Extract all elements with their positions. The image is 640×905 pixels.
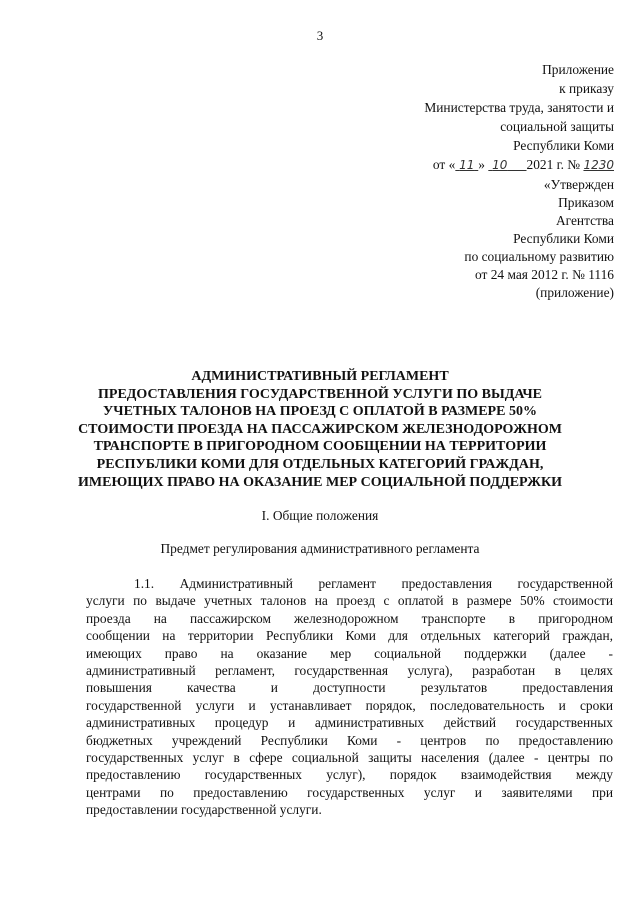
appendix-date-line — [314, 155, 614, 175]
approved-line: «Утвержден — [543, 177, 614, 192]
title-line: ИМЕЮЩИХ ПРАВО НА ОКАЗАНИЕ МЕР СОЦИАЛЬНОЙ ПОДДЕРЖКИ — [78, 474, 562, 490]
date-prefix: от « — [432, 157, 456, 172]
appendix-line: социальной защиты — [500, 119, 614, 134]
paragraph-line: проезда на пассажирском железнодорожном транспорте в пригородном — [86, 610, 613, 626]
title-line: УЧЕТНЫХ ТАЛОНОВ НА ПРОЕЗД С ОПЛАТОЙ В РАЗМЕРЕ 50% — [103, 404, 537, 420]
appendix-line: Министерства труда, занятости и — [424, 100, 614, 115]
appendix-line: к приказу — [559, 81, 614, 96]
date-month-handwritten: 10 — [492, 158, 508, 172]
paragraph-line: бюджетных учреждений Республики Коми - центров по предоставлению — [86, 732, 613, 748]
paragraph-line: 1.1. Административный регламент предоставления государственной — [134, 576, 613, 591]
approved-line: от 24 мая 2012 г. № 1116 — [474, 267, 614, 282]
approved-line: (приложение) — [535, 285, 614, 300]
paragraph-line: государственной услуги и устанавливает порядок, последовательность и сроки — [86, 697, 613, 713]
paragraph-line: имеющих право на оказание мер социальной поддержки (далее - — [86, 645, 613, 661]
subject-heading: Предмет регулирования административного регламента — [160, 541, 480, 556]
paragraph-line: государственных услуг в сфере социальной защиты населения (далее - центры по — [86, 749, 613, 765]
paragraph-line: предоставлении государственной услуги. — [86, 802, 322, 818]
paragraph-line: повышения качества и доступности результатов предоставления — [86, 680, 613, 696]
title-line: АДМИНИСТРАТИВНЫЙ РЕГЛАМЕНТ — [191, 369, 449, 384]
approved-line: Приказом — [558, 195, 614, 210]
date-mid: » — [478, 157, 489, 172]
paragraph-line: центрами по предоставлению государственных услуг и заявителями при — [86, 784, 613, 800]
title-line: ПРЕДОСТАВЛЕНИЯ ГОСУДАРСТВЕННОЙ УСЛУГИ ПО ВЫДАЧЕ — [98, 386, 542, 402]
approved-line: Агентства — [556, 213, 614, 228]
approved-line: Республики Коми — [513, 231, 614, 246]
date-year: 2021 г. № — [526, 157, 581, 172]
page-number: 3 — [316, 28, 324, 43]
document-title — [60, 368, 580, 491]
order-number-handwritten: 1230 — [583, 158, 614, 172]
title-line: РЕСПУБЛИКИ КОМИ ДЛЯ ОТДЕЛЬНЫХ КАТЕГОРИЙ ГРАЖДАН, — [96, 456, 544, 472]
approved-line: по социальному развитию — [464, 249, 614, 264]
title-line: ТРАНСПОРТЕ В ПРИГОРОДНОМ СООБЩЕНИИ НА ТЕРРИТОРИИ — [93, 439, 547, 455]
date-day-handwritten: 11 — [459, 158, 475, 172]
paragraph-line: предоставлению государственных услуг), порядок взаимодействия между — [86, 767, 613, 783]
title-line: СТОИМОСТИ ПРОЕЗДА НА ПАССАЖИРСКОМ ЖЕЛЕЗНОДОРОЖНОМ — [78, 421, 562, 437]
paragraph-line: административный регламент, государственная услуга), разработан в целях — [86, 662, 613, 678]
paragraph-1-1 — [86, 575, 613, 818]
paragraph-line: сообщении на территории Республики Коми для отдельных категорий граждан, — [86, 628, 613, 644]
appendix-line: Республики Коми — [513, 138, 614, 153]
section-heading: I. Общие положения — [261, 508, 379, 523]
paragraph-line: административных процедур и административных действий государственных — [86, 715, 613, 731]
appendix-block — [314, 60, 614, 175]
appendix-line: Приложение — [542, 62, 614, 77]
paragraph-line: услуги по выдаче учетных талонов на проезд с оплатой в размере 50% стоимости — [86, 593, 613, 609]
approved-block — [314, 176, 614, 302]
